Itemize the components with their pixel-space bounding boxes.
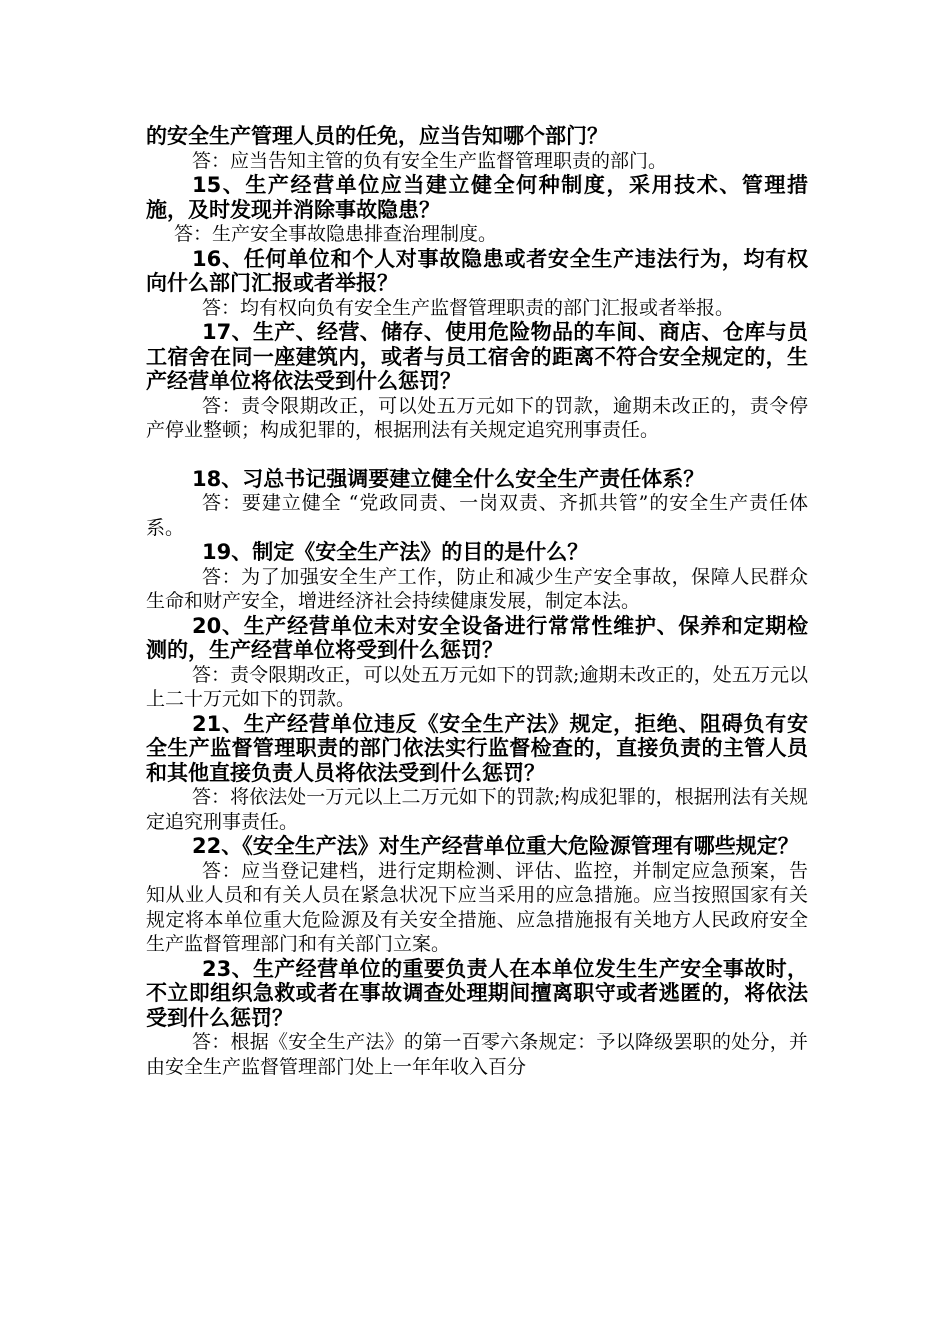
answer-15: 答：生产安全事故隐患排查治理制度。 — [174, 223, 498, 245]
answer-16: 答：均有权向负有安全生产监督管理职责的部门汇报或者举报。 — [202, 296, 735, 319]
answer-23: 答：根据《安全生产法》的第一百零六条规定：予以降级罢职的处分，并由安全生产监督管理部门处上一年年收入百分 — [146, 1031, 808, 1078]
answer-18: 答：要建立健全 “党政同责、一岗双责、齐抓共管”的安全生产责任体系。 — [146, 492, 808, 539]
question-15: 15、生产经营单位应当建立健全何种制度，采用技术、管理措施，及时发现并消除事故隐患？ — [146, 173, 808, 222]
answer-17: 答：责令限期改正，可以处五万元如下的罚款，逾期未改正的，责令停产停业整顿；构成犯罪的，根据刑法有关规定追究刑事责任。 — [146, 394, 808, 441]
question-17: 17、生产、经营、储存、使用危险物品的车间、商店、仓库与员工宿舍在同一座建筑内，或者与员工宿舍的距离不符合安全规定的，生产经营单位将依法受到什么惩罚？ — [146, 320, 808, 393]
answer-22: 答：应当登记建档，进行定期检测、评估、监控，并制定应急预案，告知从业人员和有关人员在紧急状况下应当采用的应急措施。应当按照国家有关规定将本单位重大危险源及有关安全措施、应急措施报有关地方人民政府安全生产监督管理部门和有关部门立案。 — [146, 859, 808, 955]
answer-21: 答：将依法处一万元以上二万元如下的罚款;构成犯罪的，根据刑法有关规定追究刑事责任。 — [146, 786, 808, 833]
question-18: 18、习总书记强调要建立健全什么安全生产责任体系？ — [192, 466, 705, 491]
blank-line — [146, 443, 808, 467]
answer-19: 答：为了加强安全生产工作，防止和减少生产安全事故，保障人民群众生命和财产安全，增进经济社会持续健康发展，制定本法。 — [146, 565, 808, 612]
answer-20: 答：责令限期改正，可以处五万元如下的罚款;逾期未改正的，处五万元以上二十万元如下的罚款。 — [146, 663, 808, 710]
question-22: 22、《安全生产法》对生产经营单位重大危险源管理有哪些规定？ — [192, 834, 799, 858]
question-19: 19、制定《安全生产法》的目的是什么？ — [202, 540, 589, 564]
question-16: 16、任何单位和个人对事故隐患或者安全生产违法行为，均有权向什么部门汇报或者举报？ — [146, 246, 808, 295]
question-20: 20、生产经营单位未对安全设备进行常常性维护、保养和定期检测的，生产经营单位将受到什么惩罚？ — [146, 613, 808, 662]
question-21: 21、生产经营单位违反《安全生产法》规定，拒绝、阻碍负有安全生产监督管理职责的部门依法实行监督检查的，直接负责的主管人员和其他直接负责人员将依法受到什么惩罚？ — [146, 711, 808, 785]
document-page — [146, 124, 808, 1079]
answer-14: 答：应当告知主管的负有安全生产监督管理职责的部门。 — [192, 149, 668, 172]
question-23: 23、生产经营单位的重要负责人在本单位发生生产安全事故时，不立即组织急救或者在事故调查处理期间擅离职守或者逃匿的，将依法受到什么惩罚？ — [146, 956, 808, 1030]
question-14-tail: 的安全生产管理人员的任免，应当告知哪个部门？ — [146, 124, 608, 148]
